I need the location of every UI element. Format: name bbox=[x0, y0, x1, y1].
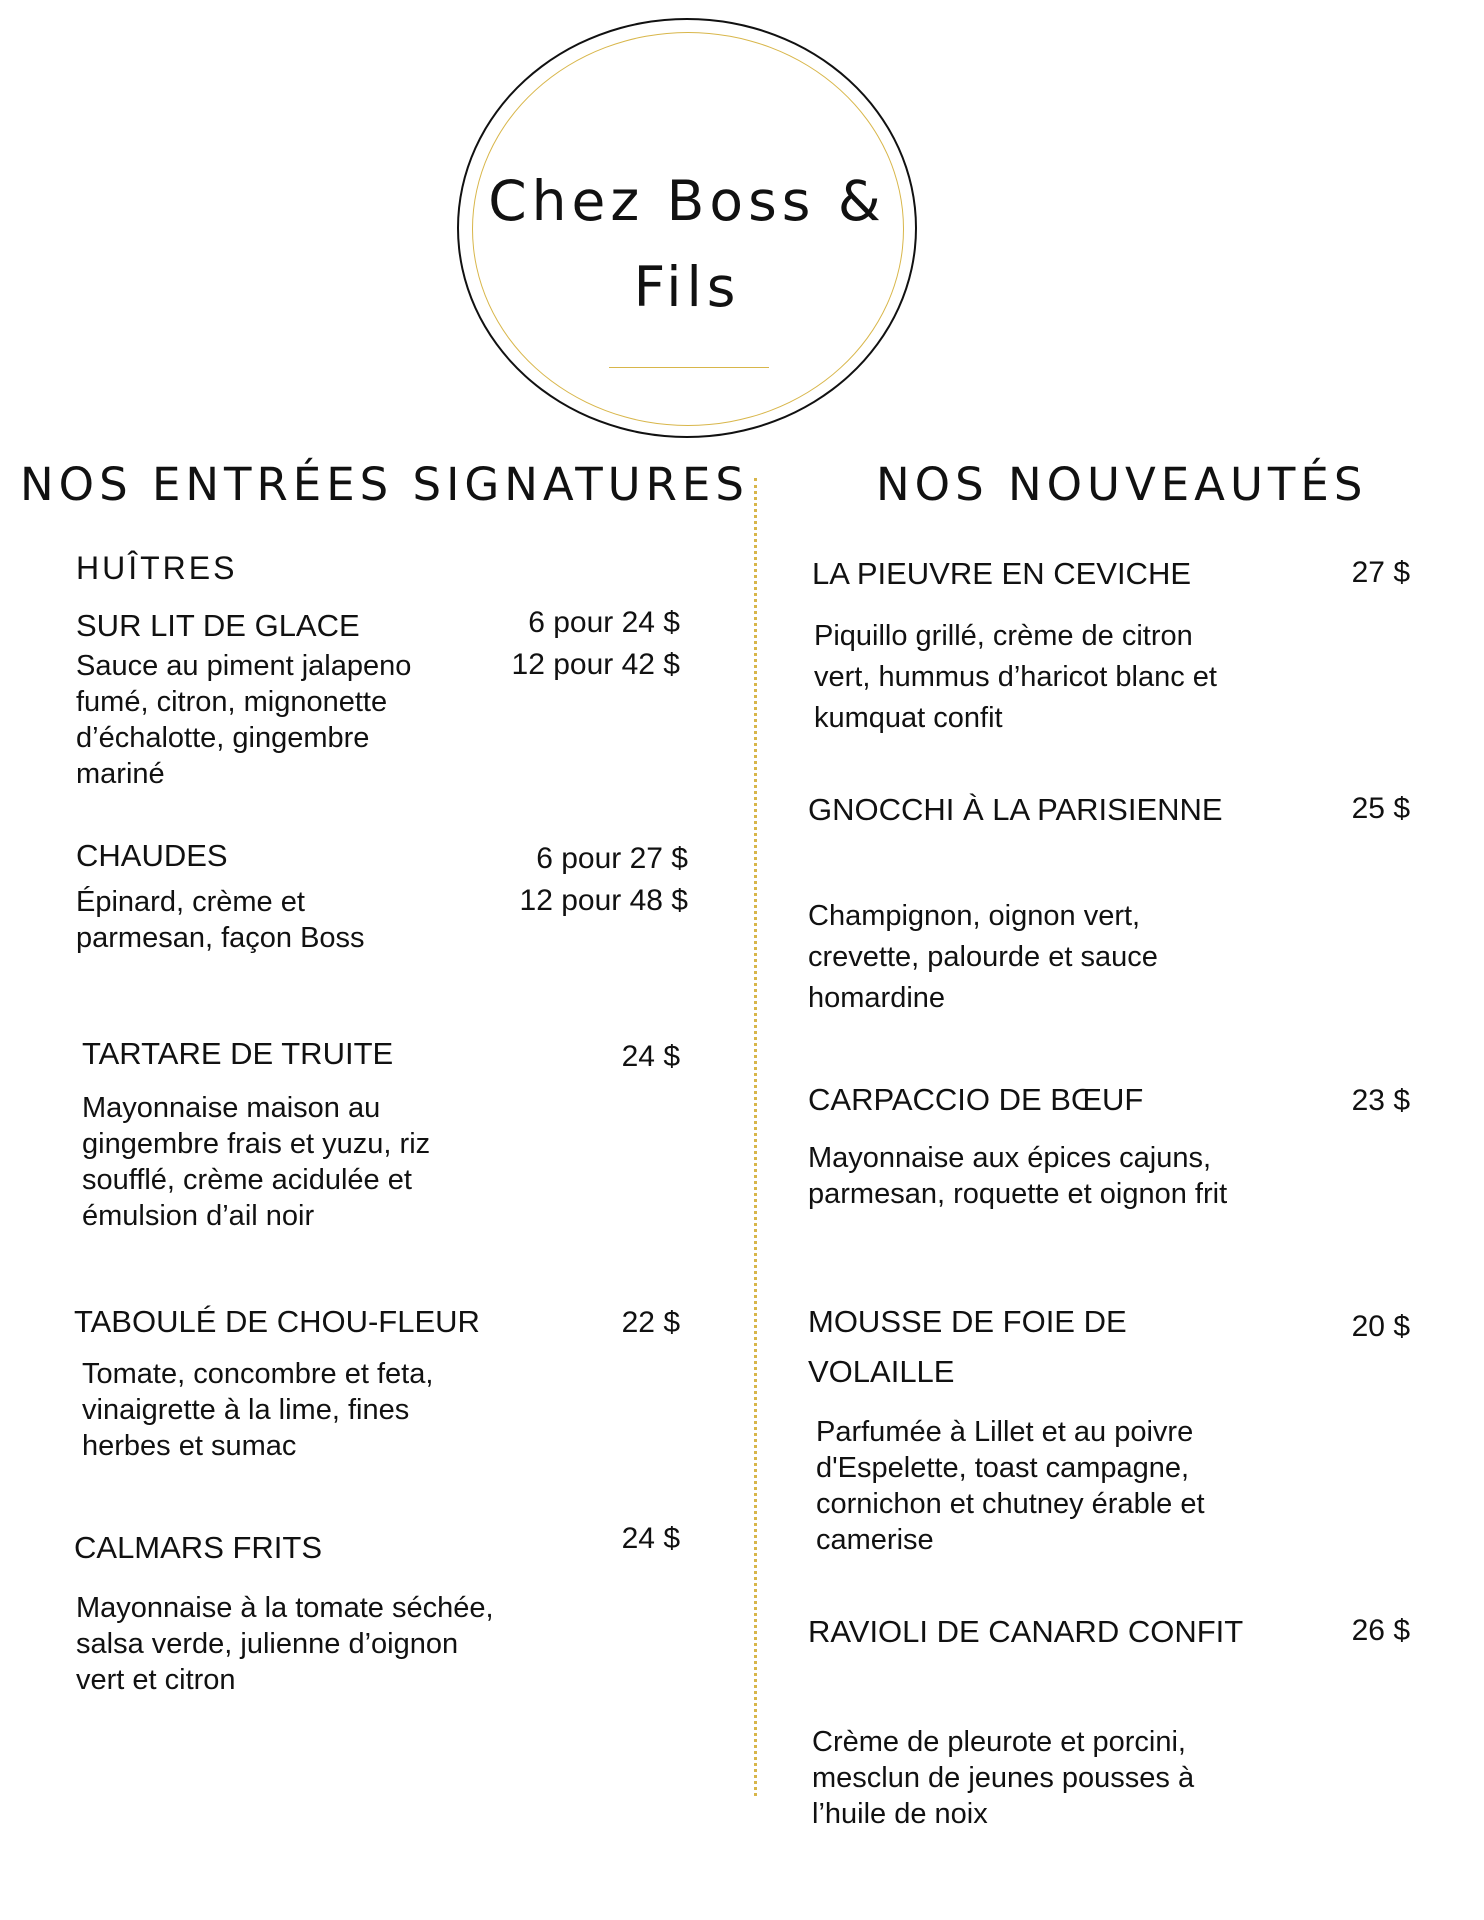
mousse-price: 20 $ bbox=[1351, 1310, 1410, 1343]
column-divider bbox=[754, 478, 757, 1796]
carpaccio-name: CARPACCIO DE BŒUF bbox=[808, 1082, 1144, 1117]
mousse-description: Parfumée à Lillet et au poivre d'Espelette, toast campagne, cornichon et chutney érable et camerise bbox=[816, 1416, 1205, 1556]
tartare-price: 24 $ bbox=[621, 1040, 680, 1073]
mousse-name-line2: VOLAILLE bbox=[808, 1354, 955, 1389]
oysters-ice-price-6: 6 pour 24 $ bbox=[528, 606, 680, 639]
calmars-price: 24 $ bbox=[621, 1522, 680, 1555]
oysters-hot-description: Épinard, crème et parmesan, façon Boss bbox=[76, 886, 365, 954]
carpaccio-description: Mayonnaise aux épices cajuns, parmesan, roquette et oignon frit bbox=[808, 1142, 1228, 1210]
oysters-ice-description: Sauce au piment jalapeno fumé, citron, mignonette d’échalotte, gingembre mariné bbox=[76, 650, 412, 790]
taboule-price: 22 $ bbox=[621, 1306, 680, 1339]
ravioli-name: RAVIOLI DE CANARD CONFIT bbox=[808, 1614, 1244, 1649]
taboule-name: TABOULÉ DE CHOU-FLEUR bbox=[74, 1304, 480, 1339]
section-title-nouveautes: NOS NOUVEAUTÉS bbox=[876, 458, 1368, 511]
gnocchi-price: 25 $ bbox=[1351, 792, 1410, 825]
section-title-entrees: NOS ENTRÉES SIGNATURES bbox=[20, 458, 749, 511]
calmars-description: Mayonnaise à la tomate séchée, salsa verde, julienne d’oignon vert et citron bbox=[76, 1592, 494, 1696]
restaurant-name-line2: Fils bbox=[633, 255, 741, 319]
oysters-hot-price-12: 12 pour 48 $ bbox=[519, 884, 688, 917]
logo-underline bbox=[609, 367, 769, 368]
restaurant-name bbox=[457, 158, 917, 330]
oysters-hot-price-6: 6 pour 27 $ bbox=[536, 842, 688, 875]
gnocchi-name: GNOCCHI À LA PARISIENNE bbox=[808, 792, 1223, 827]
mousse-name-line1: MOUSSE DE FOIE DE bbox=[808, 1304, 1127, 1339]
pieuvre-name: LA PIEUVRE EN CEVICHE bbox=[812, 556, 1192, 591]
oysters-ice-price-12: 12 pour 42 $ bbox=[511, 648, 680, 681]
tartare-description: Mayonnaise maison au gingembre frais et yuzu, riz soufflé, crème acidulée et émulsion d’ail noir bbox=[82, 1092, 431, 1232]
oysters-hot-name: CHAUDES bbox=[76, 838, 228, 873]
carpaccio-price: 23 $ bbox=[1351, 1084, 1410, 1117]
pieuvre-price: 27 $ bbox=[1351, 556, 1410, 589]
ravioli-price: 26 $ bbox=[1351, 1614, 1410, 1647]
oysters-heading: HUÎTRES bbox=[76, 550, 238, 586]
oysters-ice-name: SUR LIT DE GLACE bbox=[76, 608, 360, 643]
gnocchi-description: Champignon, oignon vert, crevette, palourde et sauce homardine bbox=[808, 900, 1158, 1014]
ravioli-description: Crème de pleurote et porcini, mesclun de jeunes pousses à l’huile de noix bbox=[812, 1726, 1195, 1830]
tartare-name: TARTARE DE TRUITE bbox=[82, 1036, 394, 1071]
pieuvre-description: Piquillo grillé, crème de citron vert, hummus d’haricot blanc et kumquat confit bbox=[814, 620, 1217, 734]
restaurant-name-line1: Chez Boss & bbox=[488, 169, 886, 233]
calmars-name: CALMARS FRITS bbox=[74, 1530, 323, 1565]
taboule-description: Tomate, concombre et feta, vinaigrette à la lime, fines herbes et sumac bbox=[82, 1358, 434, 1462]
